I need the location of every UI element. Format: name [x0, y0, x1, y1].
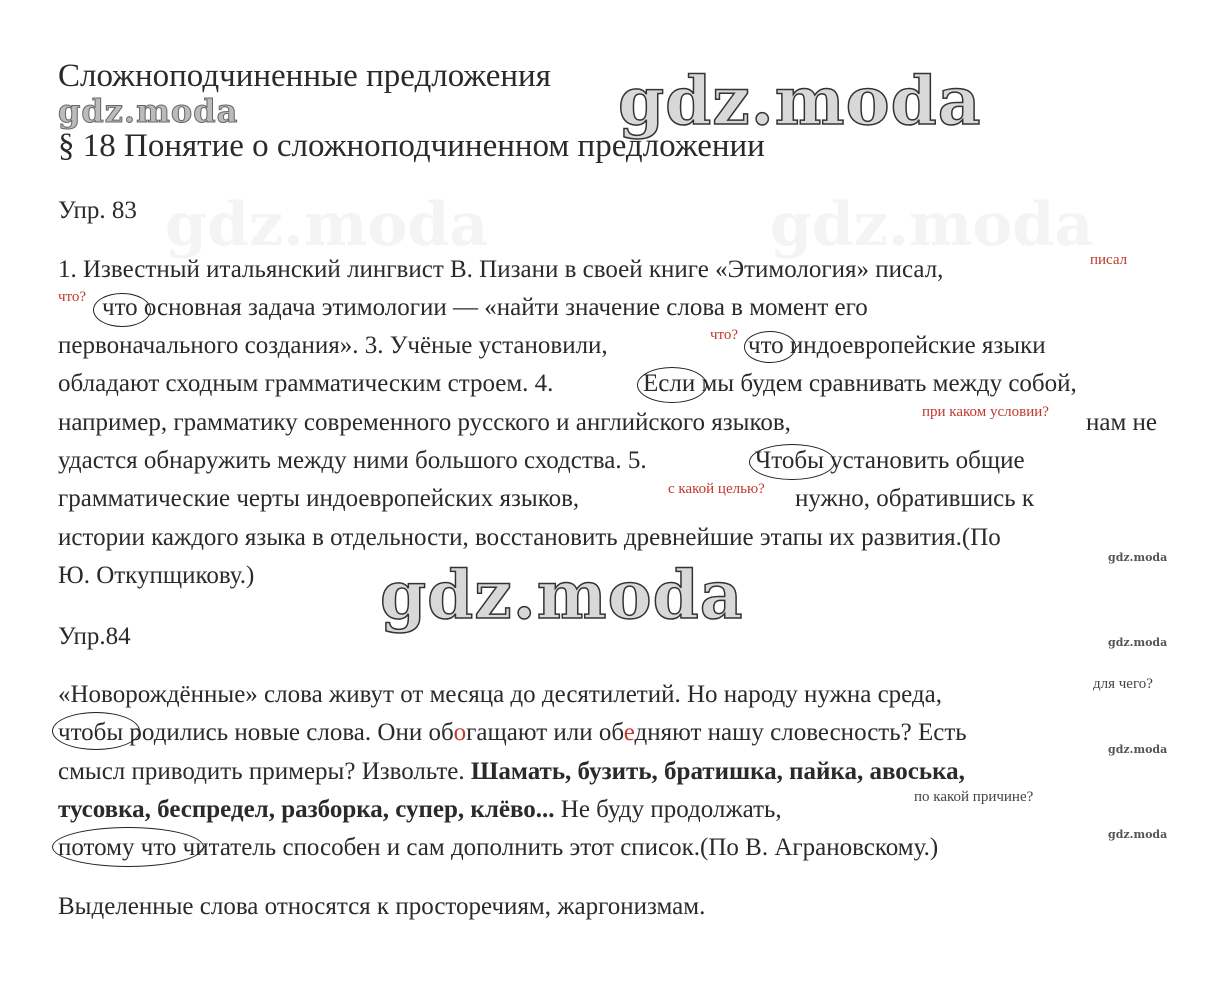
exercise-83-line: что индоевропейские языки — [748, 332, 1046, 359]
circle-highlight — [749, 444, 835, 480]
exercise-83-line: Ю. Откупщикову.) — [58, 562, 255, 589]
watermark-small: gdz.moda — [1108, 743, 1168, 756]
stress-letter: о — [453, 719, 467, 746]
annotation-pisal: писал — [1090, 252, 1128, 268]
watermark-small: gdz.moda — [1108, 636, 1168, 649]
circle-highlight — [93, 293, 151, 327]
watermark-ghost: gdz.moda — [165, 190, 489, 260]
watermark-logo: gdz.moda — [58, 92, 239, 130]
exercise-83-line: истории каждого языка в отдельности, восстановить древнейшие этапы их развития.(По — [58, 524, 1001, 551]
line-part: Не буду продолжать, — [554, 796, 782, 823]
line-part: чтобы родились новые слова. Они об — [58, 719, 454, 746]
exercise-84-line: потому что читатель способен и сам дополнить этот список.(По В. Аграновскому.) — [58, 834, 939, 861]
watermark-ghost: gdz.moda — [770, 190, 1094, 260]
line-part: смысл приводить примеры? Извольте. — [58, 758, 471, 785]
circle-highlight — [52, 827, 204, 867]
annotation-for-what: для чего? — [1093, 676, 1153, 692]
exercise-83-line: 1. Известный итальянский лингвист В. Пизани в своей книге «Этимология» писал, — [58, 256, 944, 283]
exercise-83-line: нам не — [1086, 409, 1158, 436]
exercise-84-line — [58, 791, 782, 829]
watermark-logo: gdz.moda — [618, 62, 982, 140]
exercise-84-label: Упр.84 — [58, 623, 131, 650]
annotation-reason: по какой причине? — [914, 789, 1034, 805]
circle-highlight — [637, 367, 707, 403]
exercise-83-line: первоначального создания». 3. Учёные установили, — [58, 332, 608, 359]
circle-highlight — [52, 712, 140, 750]
exercise-84-line: «Новорождённые» слова живут от месяца до десятилетий. Но народу нужна среда, — [58, 681, 942, 708]
stress-letter: е — [623, 719, 635, 746]
exercise-84-line — [58, 753, 965, 791]
annotation-condition: при каком условии? — [922, 404, 1049, 420]
annotation-chto: что? — [58, 289, 87, 305]
annotation-chto: что? — [710, 327, 739, 343]
exercise-83-line: удастся обнаружить между ними большого сходства. 5. — [58, 447, 647, 474]
exercise-83-line: что основная задача этимологии — «найти значение слова в момент его — [102, 294, 868, 321]
bold-words: Шамать, бузить, братишка, пайка, авоська, — [470, 758, 965, 785]
watermark-small: gdz.moda — [1108, 828, 1168, 841]
bold-words: тусовка, беспредел, разборка, супер, клёво... — [58, 796, 555, 823]
circle-highlight — [744, 331, 796, 363]
exercise-84-line — [58, 714, 967, 752]
exercise-83-line: нужно, обратившись к — [795, 485, 1035, 512]
exercise-83-line: Если мы будем сравнивать между собой, — [643, 370, 1077, 397]
watermark-small: gdz.moda — [1108, 551, 1168, 564]
exercise-83-line: например, грамматику современного русского и английского языков, — [58, 409, 791, 436]
section-title: § 18 Понятие о сложноподчиненном предложении — [58, 128, 765, 164]
exercise-83-line: грамматические черты индоевропейских языков, — [58, 485, 580, 512]
chapter-title: Сложноподчиненные предложения — [58, 58, 551, 94]
annotation-purpose: с какой целью? — [668, 481, 765, 497]
exercise-83-line: обладают сходным грамматическим строем. 4. — [58, 370, 554, 397]
exercise-83-label: Упр. 83 — [58, 197, 137, 224]
watermark-logo: gdz.moda — [380, 556, 744, 634]
conclusion-text: Выделенные слова относятся к просторечиям, жаргонизмам. — [58, 893, 706, 920]
line-part: дняют нашу словесность? Есть — [634, 719, 967, 746]
exercise-83-line: Чтобы установить общие — [755, 447, 1025, 474]
line-part: гащают или об — [466, 719, 624, 746]
